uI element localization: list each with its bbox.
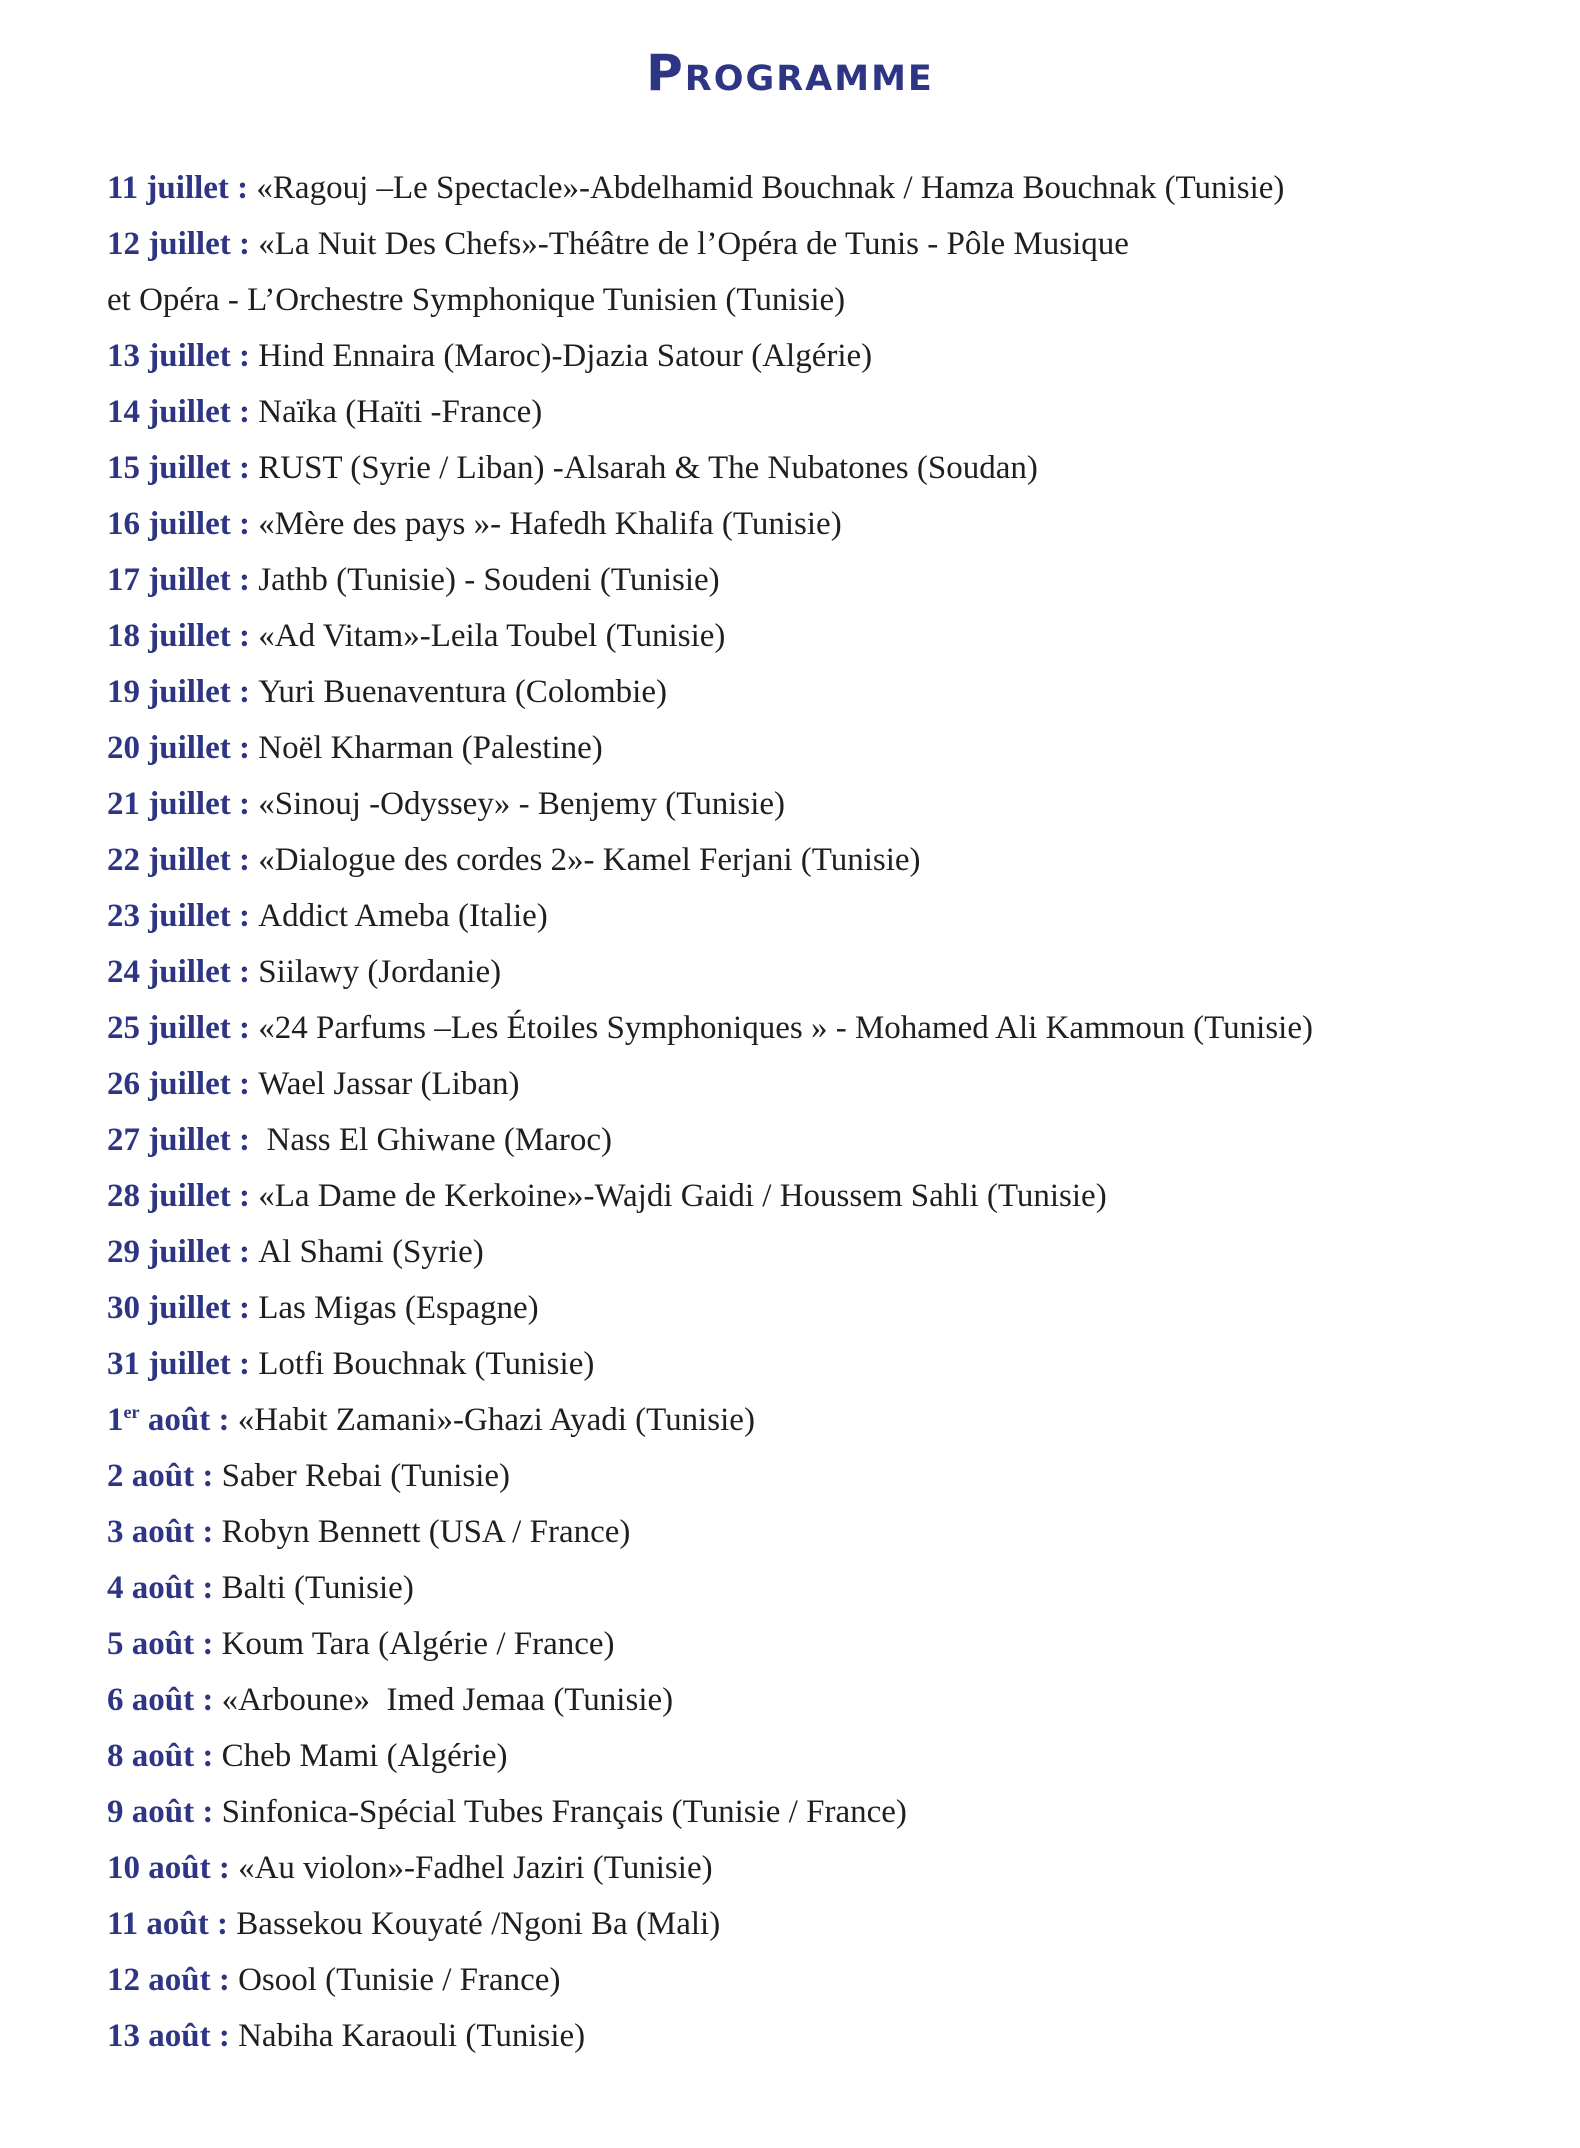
entry-date-main: 3 août bbox=[107, 1514, 195, 1550]
entry-event: Balti (Tunisie) bbox=[221, 1570, 414, 1606]
entry-date bbox=[107, 1682, 194, 1718]
programme-entry bbox=[107, 664, 1547, 720]
entry-date-main: 23 juillet bbox=[107, 898, 231, 934]
entry-date bbox=[107, 786, 231, 822]
entry-event: «La Dame de Kerkoine»-Wajdi Gaidi / Houssem Sahli (Tunisie) bbox=[258, 1178, 1107, 1214]
entry-date bbox=[107, 506, 231, 542]
programme-entry bbox=[107, 720, 1547, 776]
entry-date-main: 29 juillet bbox=[107, 1234, 231, 1270]
entry-date bbox=[107, 1514, 194, 1550]
entry-date-main: 1 bbox=[107, 1402, 124, 1438]
entry-date-main: 27 juillet bbox=[107, 1122, 231, 1158]
entry-separator: : bbox=[230, 1346, 259, 1382]
entry-date bbox=[107, 1906, 209, 1942]
entry-date bbox=[107, 1962, 211, 1998]
entry-date bbox=[107, 618, 231, 654]
entry-separator: : bbox=[230, 1066, 259, 1102]
entry-separator: : bbox=[230, 954, 259, 990]
entry-event: «Mère des pays »- Hafedh Khalifa (Tunisie) bbox=[258, 506, 842, 542]
entry-date bbox=[107, 1850, 211, 1886]
entry-date-main: 12 août bbox=[107, 1962, 211, 1998]
entry-separator: : bbox=[228, 170, 257, 206]
entry-date-main: 17 juillet bbox=[107, 562, 231, 598]
programme-entry bbox=[107, 496, 1547, 552]
entry-event: Naïka (Haïti -France) bbox=[258, 394, 543, 430]
programme-entry bbox=[107, 216, 1547, 272]
entry-date bbox=[107, 674, 231, 710]
page-title: Programme bbox=[646, 44, 934, 102]
programme-entry bbox=[107, 328, 1547, 384]
entry-date-main: 8 août bbox=[107, 1738, 195, 1774]
programme-entry bbox=[107, 776, 1547, 832]
entry-event: Addict Ameba (Italie) bbox=[258, 898, 548, 934]
entry-separator: : bbox=[210, 1962, 239, 1998]
entry-date bbox=[107, 842, 231, 878]
entry-date bbox=[107, 898, 231, 934]
entry-event: «24 Parfums –Les Étoiles Symphoniques » - Mohamed Ali Kammoun (Tunisie) bbox=[258, 1010, 1313, 1046]
entry-event: Yuri Buenaventura (Colombie) bbox=[258, 674, 667, 710]
entry-separator: : bbox=[230, 562, 259, 598]
entry-date bbox=[107, 226, 231, 262]
entry-separator: : bbox=[230, 506, 259, 542]
entry-separator: : bbox=[230, 618, 259, 654]
entry-date bbox=[107, 1794, 194, 1830]
programme-entry bbox=[107, 1280, 1547, 1336]
programme-entry bbox=[107, 2008, 1547, 2064]
entry-separator: : bbox=[230, 226, 259, 262]
programme-entry bbox=[107, 1448, 1547, 1504]
entry-date-main: 31 juillet bbox=[107, 1346, 231, 1382]
entry-date-main: 5 août bbox=[107, 1626, 195, 1662]
entry-date bbox=[107, 1122, 231, 1158]
entry-date bbox=[107, 562, 231, 598]
entry-separator: : bbox=[194, 1682, 222, 1718]
entry-event: «Arboune» Imed Jemaa (Tunisie) bbox=[221, 1682, 674, 1718]
programme-entry bbox=[107, 1168, 1547, 1224]
entry-event: Nass El Ghiwane (Maroc) bbox=[258, 1122, 612, 1158]
entry-date bbox=[107, 1570, 194, 1606]
entry-date bbox=[107, 1290, 231, 1326]
entry-date-ordinal: er bbox=[123, 1402, 140, 1422]
entry-event: Noël Kharman (Palestine) bbox=[258, 730, 603, 766]
entry-event: Nabiha Karaouli (Tunisie) bbox=[238, 2018, 586, 2054]
entry-date-main: 11 juillet bbox=[107, 170, 229, 206]
entry-event: RUST (Syrie / Liban) -Alsarah & The Nubatones (Soudan) bbox=[258, 450, 1038, 486]
entry-event: «Habit Zamani»-Ghazi Ayadi (Tunisie) bbox=[237, 1402, 755, 1438]
entry-event: Saber Rebai (Tunisie) bbox=[221, 1458, 511, 1494]
programme-entry bbox=[107, 1784, 1547, 1840]
entry-separator: : bbox=[230, 394, 259, 430]
entry-date-main: 13 août bbox=[107, 2018, 211, 2054]
entry-date-main: 25 juillet bbox=[107, 1010, 231, 1046]
entry-date-main: 12 juillet bbox=[107, 226, 231, 262]
entry-date bbox=[107, 2018, 211, 2054]
entry-event: Las Migas (Espagne) bbox=[258, 1290, 539, 1326]
programme-entry bbox=[107, 1336, 1547, 1392]
entry-date-main: 4 août bbox=[107, 1570, 195, 1606]
programme-entry bbox=[107, 552, 1547, 608]
programme-entry bbox=[107, 1392, 1547, 1448]
entry-date bbox=[107, 954, 231, 990]
entry-event: «Au violon»-Fadhel Jaziri (Tunisie) bbox=[238, 1850, 713, 1886]
entry-event: «Dialogue des cordes 2»- Kamel Ferjani (Tunisie) bbox=[258, 842, 921, 878]
entry-event: Hind Ennaira (Maroc)-Djazia Satour (Algérie) bbox=[258, 338, 873, 374]
entry-date bbox=[107, 1010, 231, 1046]
entry-event: «Ragouj –Le Spectacle»-Abdelhamid Bouchnak / Hamza Bouchnak (Tunisie) bbox=[256, 170, 1285, 206]
entry-date-main: 16 juillet bbox=[107, 506, 231, 542]
entry-event: Wael Jassar (Liban) bbox=[258, 1066, 520, 1102]
entry-separator: : bbox=[230, 1122, 259, 1158]
programme-entry bbox=[107, 1000, 1547, 1056]
entry-separator: : bbox=[208, 1906, 237, 1942]
programme-entry bbox=[107, 888, 1547, 944]
entry-date-main: 28 juillet bbox=[107, 1178, 231, 1214]
entry-event: Osool (Tunisie / France) bbox=[238, 1962, 561, 1998]
entry-separator: : bbox=[230, 842, 259, 878]
entry-date bbox=[107, 1738, 194, 1774]
entry-event: Siilawy (Jordanie) bbox=[258, 954, 502, 990]
entry-separator: : bbox=[210, 1402, 238, 1438]
programme-entry bbox=[107, 944, 1547, 1000]
entry-separator: : bbox=[210, 1850, 239, 1886]
programme-entry bbox=[107, 1112, 1547, 1168]
entry-date bbox=[107, 394, 231, 430]
programme-entry bbox=[107, 440, 1547, 496]
entry-event: Cheb Mami (Algérie) bbox=[221, 1738, 508, 1774]
entry-event: Lotfi Bouchnak (Tunisie) bbox=[258, 1346, 595, 1382]
entry-date bbox=[107, 450, 231, 486]
entry-event: Al Shami (Syrie) bbox=[258, 1234, 484, 1270]
programme-entry bbox=[107, 832, 1547, 888]
entry-date bbox=[107, 1178, 231, 1214]
entry-event: et Opéra - L’Orchestre Symphonique Tunisien (Tunisie) bbox=[107, 282, 846, 318]
programme-entry bbox=[107, 1224, 1547, 1280]
programme-entry bbox=[107, 1672, 1547, 1728]
entry-separator: : bbox=[194, 1458, 222, 1494]
entry-separator: : bbox=[230, 730, 259, 766]
entry-date bbox=[107, 1066, 231, 1102]
programme-entry bbox=[107, 384, 1547, 440]
entry-date-main: 10 août bbox=[107, 1850, 211, 1886]
entry-separator: : bbox=[230, 1234, 259, 1270]
entry-separator: : bbox=[194, 1514, 222, 1550]
entry-separator: : bbox=[230, 786, 259, 822]
entry-separator: : bbox=[230, 1010, 259, 1046]
entry-date-main: 30 juillet bbox=[107, 1290, 231, 1326]
entry-separator: : bbox=[230, 898, 259, 934]
entry-separator: : bbox=[230, 1290, 259, 1326]
entry-date-main: 14 juillet bbox=[107, 394, 231, 430]
entry-event: «Sinouj -Odyssey» - Benjemy (Tunisie) bbox=[258, 786, 786, 822]
entry-event: Sinfonica-Spécial Tubes Français (Tunisie / France) bbox=[221, 1794, 907, 1830]
programme-list bbox=[107, 160, 1547, 2064]
entry-date bbox=[107, 1346, 231, 1382]
entry-event: Robyn Bennett (USA / France) bbox=[221, 1514, 631, 1550]
entry-separator: : bbox=[230, 674, 259, 710]
entry-date bbox=[107, 730, 231, 766]
entry-date-main: 15 juillet bbox=[107, 450, 231, 486]
entry-separator: : bbox=[194, 1626, 222, 1662]
entry-date bbox=[107, 1626, 194, 1662]
entry-date bbox=[107, 1234, 231, 1270]
entry-date bbox=[107, 1402, 210, 1438]
entry-date bbox=[107, 338, 231, 374]
entry-date-main: 24 juillet bbox=[107, 954, 231, 990]
entry-date-main: 2 août bbox=[107, 1458, 195, 1494]
entry-date-main: 26 juillet bbox=[107, 1066, 231, 1102]
programme-entry bbox=[107, 160, 1547, 216]
programme-entry bbox=[107, 1560, 1547, 1616]
entry-separator: : bbox=[194, 1738, 222, 1774]
entry-date bbox=[107, 1458, 194, 1494]
programme-entry bbox=[107, 1056, 1547, 1112]
entry-date-main: 20 juillet bbox=[107, 730, 231, 766]
programme-entry bbox=[107, 1896, 1547, 1952]
entry-event: Bassekou Kouyaté /Ngoni Ba (Mali) bbox=[236, 1906, 721, 1942]
entry-event: «Ad Vitam»-Leila Toubel (Tunisie) bbox=[258, 618, 726, 654]
programme-entry bbox=[107, 1952, 1547, 2008]
programme-entry bbox=[107, 1728, 1547, 1784]
entry-separator: : bbox=[210, 2018, 239, 2054]
entry-date-main: 13 juillet bbox=[107, 338, 231, 374]
entry-date-main: 9 août bbox=[107, 1794, 195, 1830]
programme-entry bbox=[107, 272, 1547, 328]
entry-date-month: août bbox=[139, 1402, 211, 1438]
entry-event: Jathb (Tunisie) - Soudeni (Tunisie) bbox=[258, 562, 720, 598]
entry-date-main: 21 juillet bbox=[107, 786, 231, 822]
entry-separator: : bbox=[194, 1570, 222, 1606]
programme-entry bbox=[107, 1616, 1547, 1672]
entry-separator: : bbox=[230, 450, 259, 486]
entry-date-main: 22 juillet bbox=[107, 842, 231, 878]
programme-entry bbox=[107, 1840, 1547, 1896]
entry-date-main: 18 juillet bbox=[107, 618, 231, 654]
entry-event: Koum Tara (Algérie / France) bbox=[221, 1626, 615, 1662]
entry-event: «La Nuit Des Chefs»-Théâtre de l’Opéra de Tunis - Pôle Musique bbox=[258, 226, 1129, 262]
entry-date bbox=[107, 170, 229, 206]
entry-separator: : bbox=[194, 1794, 222, 1830]
programme-entry bbox=[107, 608, 1547, 664]
entry-separator: : bbox=[230, 338, 259, 374]
entry-date-main: 19 juillet bbox=[107, 674, 231, 710]
entry-date-main: 6 août bbox=[107, 1682, 195, 1718]
programme-entry bbox=[107, 1504, 1547, 1560]
entry-separator: : bbox=[230, 1178, 259, 1214]
entry-date-main: 11 août bbox=[107, 1906, 209, 1942]
